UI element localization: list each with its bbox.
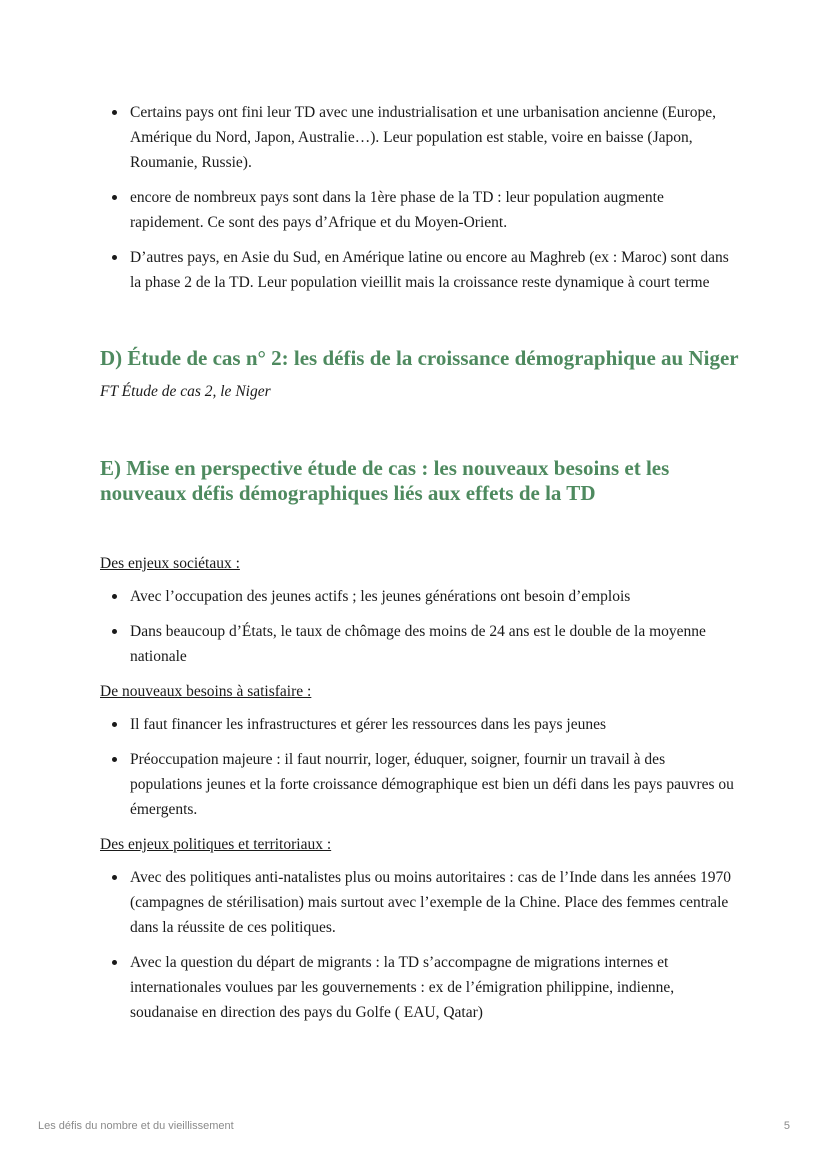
list-item: Avec la question du départ de migrants : la TD s’accompagne de migrations internes et internationales voulues par les gouvernements : ex de l’émigration philippine, indienne, soudanaise en direction des pays du Golfe ( EAU, Qatar) [100,950,740,1025]
list-item: Avec des politiques anti-natalistes plus ou moins autoritaires : cas de l’Inde dans les années 1970 (campagnes de stérilisation) mais surtout avec l’exemple de la Chine. Place des femmes centrale dans la réussite de ces politiques. [100,865,740,940]
document-page [100,100,740,1035]
political-bullet-list [100,865,740,1025]
list-item: Dans beaucoup d’États, le taux de chômage des moins de 24 ans est le double de la moyenne nationale [100,619,740,669]
subheading-societal: Des enjeux sociétaux : [100,555,240,572]
list-item: Certains pays ont fini leur TD avec une industrialisation et une urbanisation ancienne (Europe, Amérique du Nord, Japon, Australie…). Leur population est stable, voire en baisse (Japon, Roumanie, Russie). [100,100,740,175]
page-footer [38,1120,790,1132]
section-d-heading: D) Étude de cas n° 2: les défis de la croissance démographique au Niger [100,346,739,370]
societal-bullet-list [100,584,740,669]
list-item: encore de nombreux pays sont dans la 1ère phase de la TD : leur population augmente rapidement. Ce sont des pays d’Afrique et du Moyen-Orient. [100,185,740,235]
page-number: 5 [783,1120,790,1132]
list-item: Avec l’occupation des jeunes actifs ; les jeunes générations ont besoin d’emplois [100,584,740,609]
list-item: Préoccupation majeure : il faut nourrir, loger, éduquer, soigner, fournir un travail à des populations jeunes et la forte croissance démographique est bien un défi dans les pays pauvres ou émergents. [100,747,740,822]
list-item: Il faut financer les infrastructures et gérer les ressources dans les pays jeunes [100,712,740,737]
subheading-needs: De nouveaux besoins à satisfaire : [100,683,312,700]
intro-bullet-list [100,100,740,295]
subheading-political: Des enjeux politiques et territoriaux : [100,836,332,853]
section-d-note: FT Étude de cas 2, le Niger [100,383,271,400]
needs-bullet-list [100,712,740,822]
section-e-heading: E) Mise en perspective étude de cas : les nouveaux besoins et les nouveaux défis démographiques liés aux effets de la TD [100,456,670,505]
list-item: D’autres pays, en Asie du Sud, en Amérique latine ou encore au Maghreb (ex : Maroc) sont dans la phase 2 de la TD. Leur population vieillit mais la croissance reste dynamique à court terme [100,245,740,295]
footer-title: Les défis du nombre et du vieillissement [38,1120,234,1132]
